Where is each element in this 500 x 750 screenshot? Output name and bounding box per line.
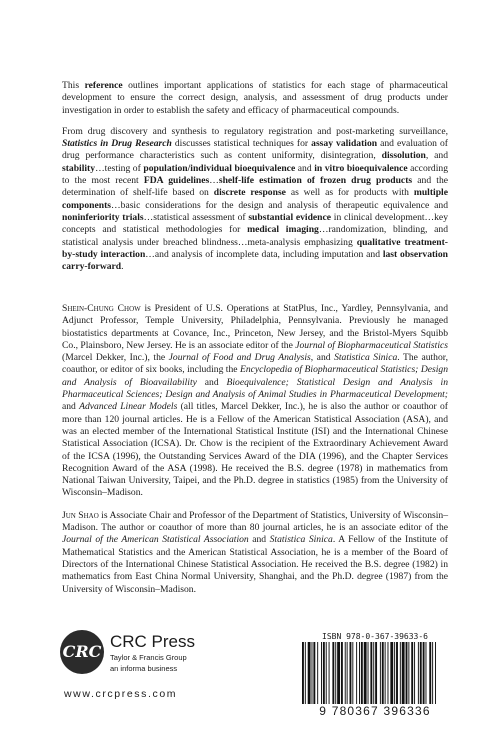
barcode-bar <box>313 642 315 704</box>
barcode-bar <box>335 642 336 704</box>
barcode-bar <box>406 642 408 704</box>
barcode-bar <box>350 642 352 704</box>
text-run: . A Fellow of the Institute of Mathematical Statistics and the American Statistical Association, he is a member of the Board of Directors of the International Chinese Statistical Association. He received the B.S. degree (1982) in mathematics from East China Normal University, Shanghai, and the Ph.D. degree (1987) from the University of Wisconsin–Madison. <box>62 534 448 595</box>
barcode-bar <box>364 642 367 704</box>
barcode-bar <box>326 642 327 704</box>
barcode-bar <box>402 642 405 704</box>
barcode-bar <box>429 642 431 704</box>
barcode-bar <box>347 642 348 704</box>
text-run: discusses statistical techniques for <box>171 138 312 150</box>
text-run: substantial evidence <box>248 211 332 223</box>
barcode-bar <box>329 642 330 704</box>
barcode-bar <box>337 642 340 704</box>
text-run: , and <box>310 352 335 364</box>
barcode-bar <box>411 642 413 704</box>
author-bio-chow <box>62 303 448 500</box>
text-run: population/individual bioequivalence <box>143 162 296 174</box>
publisher-url: www.crcpress.com <box>64 688 178 700</box>
text-run: Statistica Sinica <box>334 352 398 364</box>
text-run: assay validation <box>311 138 378 150</box>
text-run: Journal of Biopharmaceutical Statistics <box>295 339 448 351</box>
text-run: …randomization, blinding, and statistical analysis under breached blindness…meta-analysis emphasizing <box>62 224 448 248</box>
text-run: stability <box>62 162 96 174</box>
barcode-bar <box>359 642 360 704</box>
barcode-bar <box>380 642 381 704</box>
text-run: …and analysis of incomplete data, including imputation and <box>145 248 383 260</box>
text-run: and <box>196 376 227 388</box>
text-run: Shein-Chung Chow <box>62 303 141 314</box>
text-run: …statistical assessment of <box>143 211 249 223</box>
text-run: , and <box>425 150 449 162</box>
text-run: as well as for products with <box>285 187 414 199</box>
barcode-bar <box>356 642 357 704</box>
barcode-bar <box>375 642 377 704</box>
barcode-bar <box>361 642 363 704</box>
barcode-bar <box>394 642 395 704</box>
text-run: outlines important applications of statistics for each stage of pharmaceutical development to ensure the correct design, analysis, and assessment of drug products under investigation in order to establish the safety and efficacy of pharmaceutical compounds. <box>62 80 448 116</box>
text-run: … <box>209 175 219 187</box>
barcode-bar <box>323 642 325 704</box>
barcode-bar <box>414 642 415 704</box>
text-run: according to the most recent <box>62 162 448 187</box>
publisher-name: CRC Press <box>110 632 196 651</box>
publisher-group: Taylor & Francis Group <box>110 653 187 662</box>
description-topics-paragraph <box>62 126 448 274</box>
barcode-bar <box>435 642 436 704</box>
text-run: Journal of Food and Drug Analysis <box>168 352 311 364</box>
barcode-bar <box>373 642 374 704</box>
barcode-bar <box>432 642 433 704</box>
barcode-bar <box>408 642 409 704</box>
barcode-digits: 9 780367 396336 <box>319 704 431 718</box>
barcode-bar <box>341 642 343 704</box>
text-run: . <box>121 261 124 273</box>
text-run: multiple components <box>62 187 448 211</box>
text-run: noninferiority trials <box>62 211 144 223</box>
text-run: reference <box>84 80 123 91</box>
text-run: last observation carry-forward <box>62 248 448 273</box>
barcode-bar <box>418 642 419 704</box>
logo-mark-text: CRC <box>62 642 102 661</box>
text-run: Encyclopedia of Biopharmaceutical Statistics; Design and Analysis of Bioavailability <box>62 364 448 388</box>
text-run: discrete response <box>213 187 286 199</box>
text-run: . The author, coauthor, or editor of six books, including the <box>62 352 448 376</box>
text-run: (Marcel Dekker, Inc.), the <box>62 352 169 364</box>
text-run: Jun Shao <box>62 509 99 521</box>
text-run: is Associate Chair and Professor of the Department of Statistics, University of Wisconsin–Madison. The author or coauthor of more than 80 journal articles, he is an associate editor of the <box>62 509 448 534</box>
author-bios <box>62 303 448 596</box>
text-run: in clinical development…key concepts and statistical methodologies for <box>62 211 448 236</box>
text-run: and <box>295 162 315 174</box>
description <box>62 80 448 273</box>
barcode-bar <box>382 642 384 704</box>
isbn-label: ISBN 978-0-367-39633-6 <box>322 632 428 641</box>
text-run: dissolution <box>381 150 426 162</box>
text-run: is President of U.S. Operations at StatPlus, Inc., Yardley, Pennsylvania, and Adjunct Professor, Temple University, Philadelphia, Pennsylvania. Previously he managed biostatistics departments at Covance, Inc., Princeton, New Jersey, and the Bristol-Myers Squibb Co., Plainsboro, New Jersey. He is an associate editor of the <box>62 303 448 351</box>
barcode-bar <box>423 642 425 704</box>
barcode-bar <box>396 642 398 704</box>
barcode-bar <box>308 642 311 704</box>
barcode-bar <box>400 642 401 704</box>
barcode-bar <box>388 642 389 704</box>
text-run: …basic considerations for the design and analysis of therapeutic equivalence and <box>111 199 448 211</box>
text-run: in vitro bioequivalence <box>314 162 408 174</box>
barcode-bar <box>332 642 334 704</box>
barcode-icon <box>300 642 450 704</box>
barcode-bar <box>302 642 304 704</box>
text-run: and evaluation of drug performance characteristics such as content uniformity, disintegration, <box>62 138 448 162</box>
author-bio-shao <box>62 510 448 596</box>
publisher-logo <box>60 630 230 685</box>
barcode-bar <box>317 642 318 704</box>
barcode-bar <box>312 642 313 704</box>
text-run: This <box>62 80 85 91</box>
text-run: qualitative treatment-by-study interaction <box>62 236 448 260</box>
text-run: (all titles, Marcel Dekker, Inc.), he is also the author or coauthor of more than 120 journal articles. He is a Fellow of the American Statistical Association (ASA), and was an elected member of the International Statistical Institute (ISI) and the International Chinese Statistical Association (ICSA). Dr. Chow is the recipient of the Extraordinary Achievement Award of the ICSA (1996), the Outstanding Services Award of the DIA (1996), and the Chapter Services Recognition Award of the ASA (1998). He received the B.S. degree (1978) in mathematics from National Taiwan University, Taipei, and the Ph.D. degree in statistics (1985) from the University of Wisconsin–Madison. <box>62 401 448 499</box>
crc-logo-icon <box>60 630 104 674</box>
description-intro-paragraph <box>62 80 448 117</box>
barcode-bar <box>352 642 353 704</box>
barcode-bar <box>368 642 369 704</box>
text-run: and the determination of shelf-life based on <box>62 175 448 199</box>
barcode-bar <box>385 642 386 704</box>
text-run: FDA guidelines <box>143 175 210 187</box>
text-run: …testing of <box>95 162 144 174</box>
text-run: Advanced Linear Models <box>79 401 178 413</box>
barcode-bar <box>345 642 346 704</box>
barcode-bar <box>390 642 393 704</box>
text-run: Bioequivalence; Statistical Design and Analysis in Pharmaceutical Sciences; Design and Analysis of Animal Studies in Pharmaceutical Development; <box>62 376 448 401</box>
text-run: Journal of the American Statistical Association <box>62 534 249 546</box>
barcode-bar <box>321 642 322 704</box>
barcode-bar <box>420 642 422 704</box>
text-run: medical imaging <box>247 224 319 236</box>
barcode-bar <box>426 642 427 704</box>
text-run: shelf-life estimation of frozen drug products <box>218 175 413 187</box>
text-run: Statistics in Drug Research <box>62 138 172 150</box>
barcode-bar <box>305 642 306 704</box>
text-run: and <box>248 534 270 546</box>
text-run: Statistica Sinica <box>269 534 333 546</box>
publisher-business: an informa business <box>110 664 178 673</box>
barcode-bar <box>370 642 372 704</box>
text-run: and <box>62 401 80 413</box>
text-run: From drug discovery and synthesis to regulatory registration and post-marketing surveillance, <box>62 125 448 137</box>
